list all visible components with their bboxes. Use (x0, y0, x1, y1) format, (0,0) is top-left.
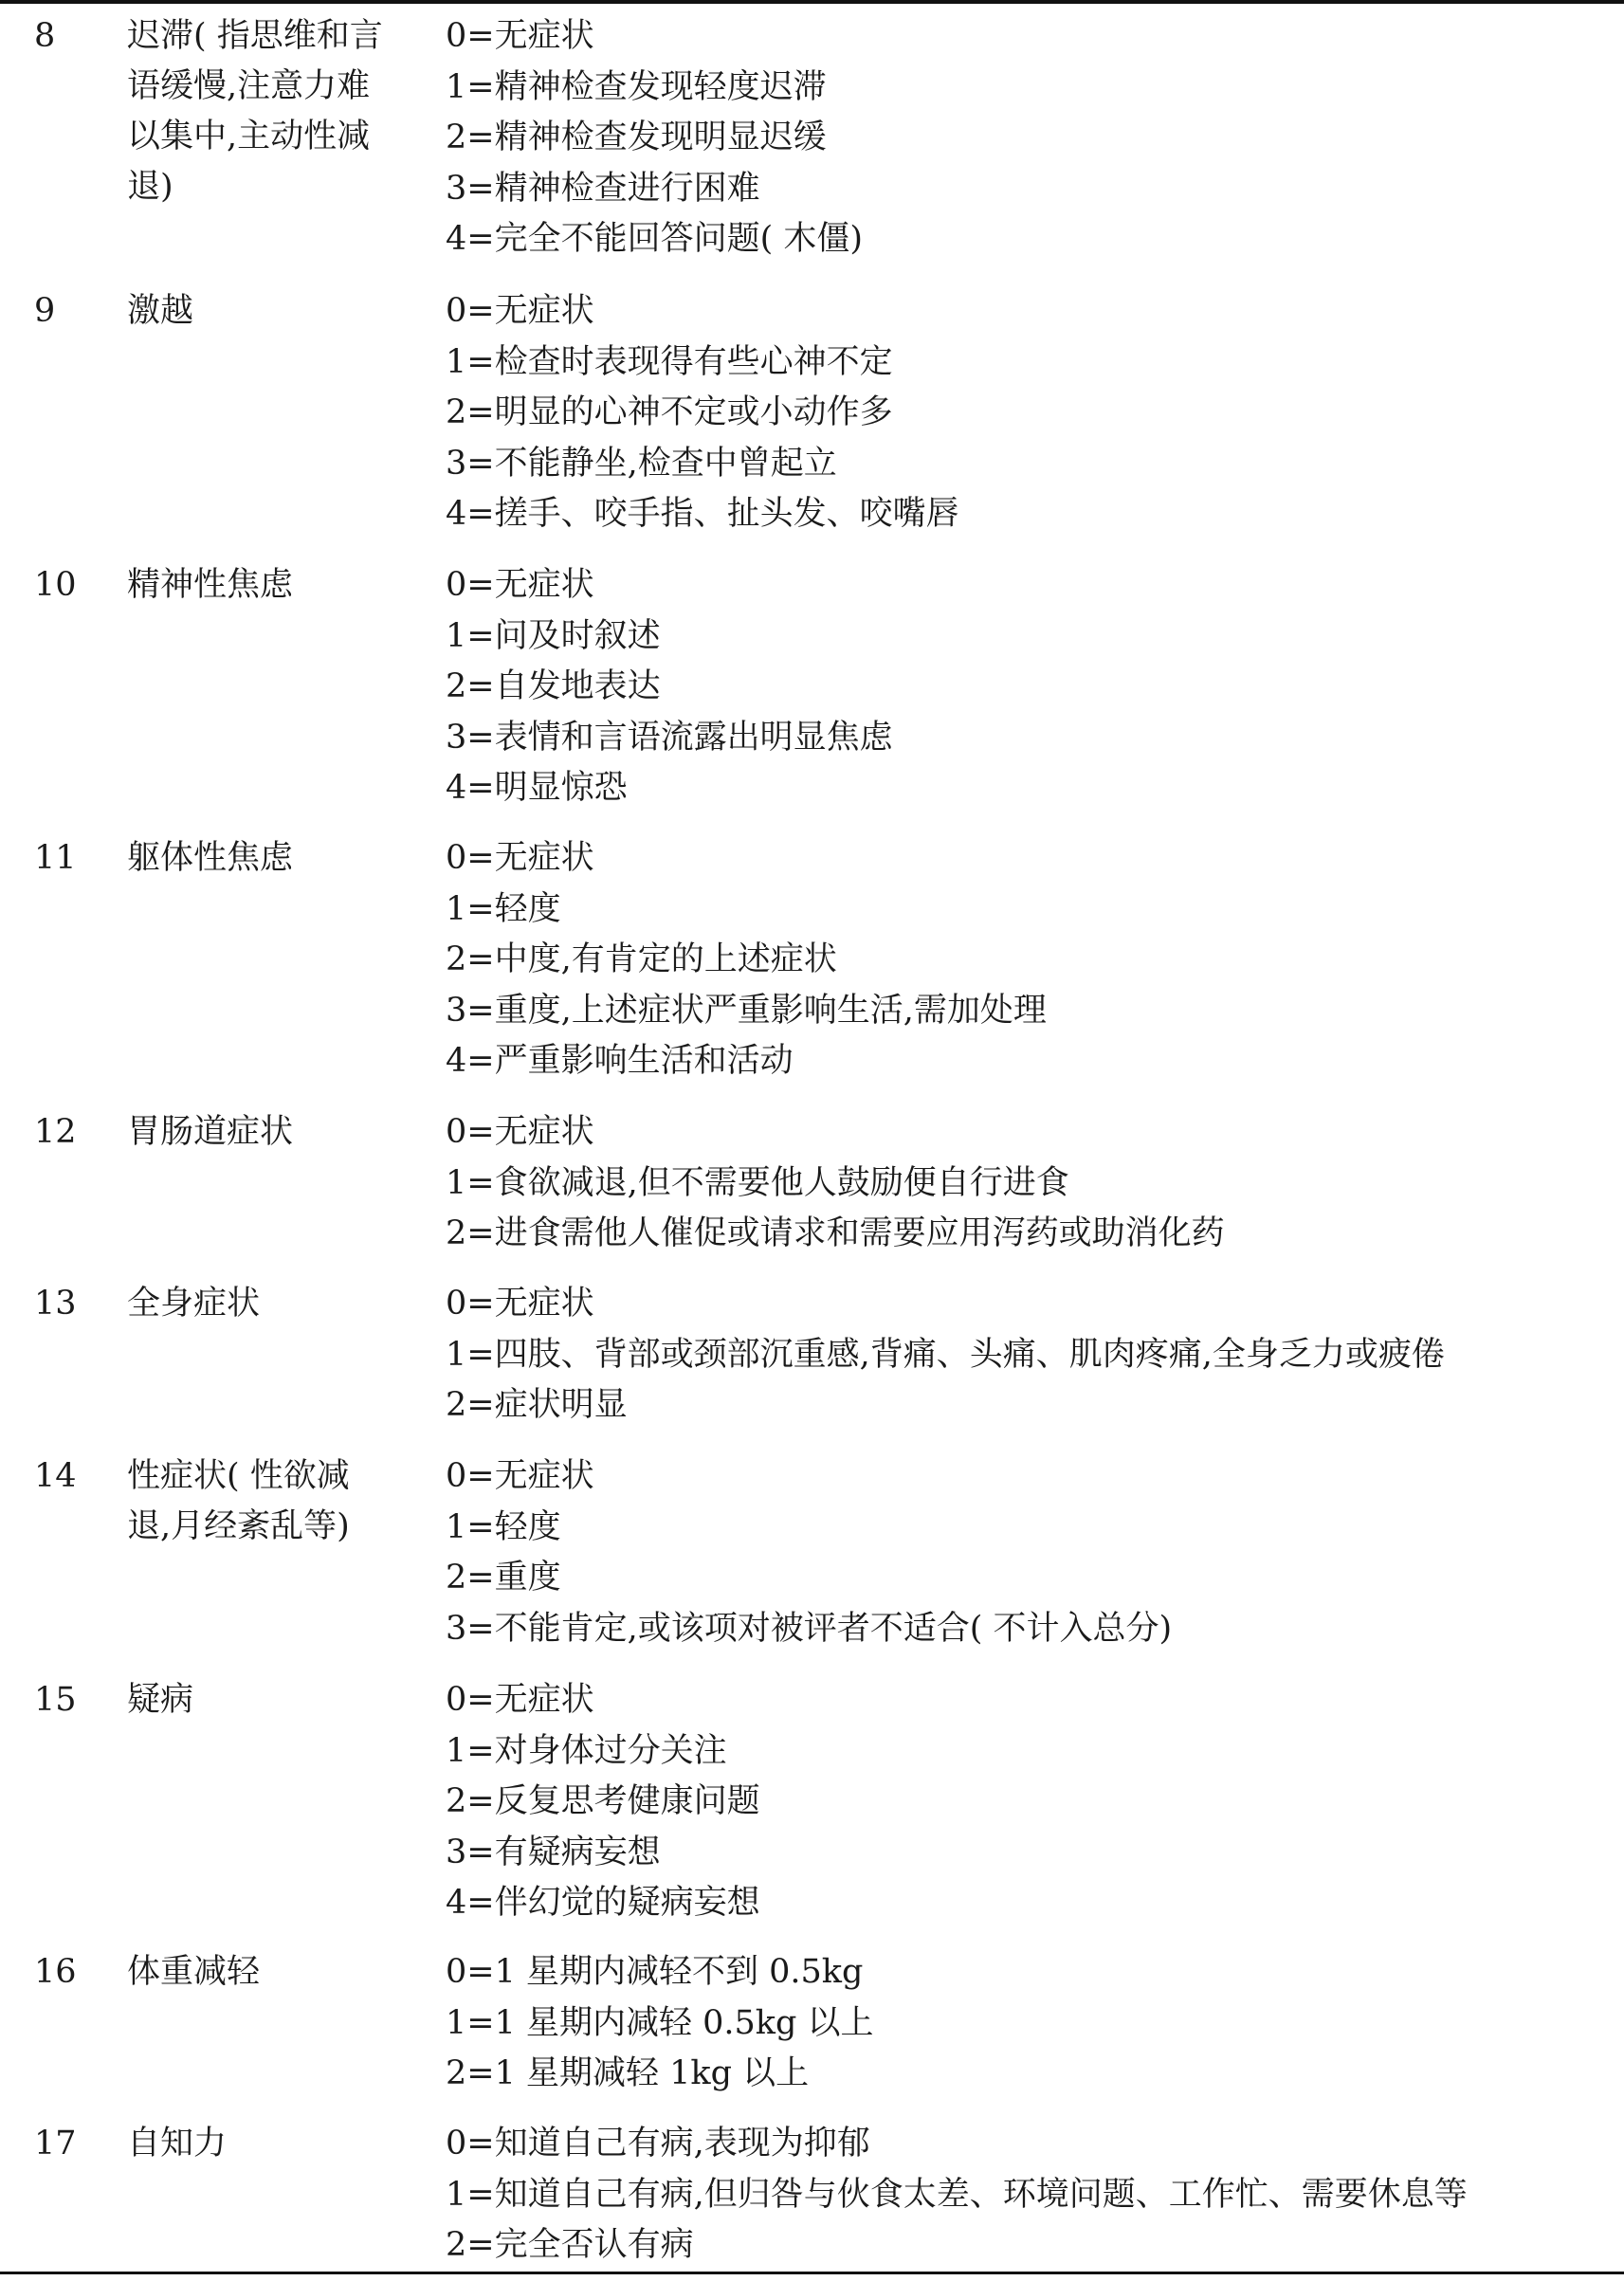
score-option: 1=1 星期内减轻 0.5kg 以上 (446, 2003, 874, 2042)
score-option: 1=四肢、背部或颈部沉重感,背痛、头痛、肌肉疼痛,全身乏力或疲倦 (446, 1335, 1445, 1374)
score-option: 2=中度,有肯定的上述症状 (446, 940, 837, 978)
score-option: 0=无症状 (446, 292, 594, 330)
score-option: 1=对身体过分关注 (446, 1731, 727, 1770)
item-name: 全身症状 (127, 1285, 261, 1323)
score-option: 3=不能肯定,或该项对被评者不适合( 不计入总分) (446, 1609, 1173, 1648)
item-number: 15 (34, 1681, 77, 1719)
score-option: 0=无症状 (446, 1285, 594, 1323)
score-option: 3=精神检查进行困难 (446, 169, 760, 208)
item-number: 8 (34, 17, 56, 55)
score-option: 4=明显惊恐 (446, 769, 628, 807)
score-option: 4=伴幻觉的疑病妄想 (446, 1884, 760, 1922)
score-option: 2=症状明显 (446, 1386, 628, 1424)
score-option: 0=无症状 (446, 1681, 594, 1719)
score-option: 0=无症状 (446, 839, 594, 877)
item-number: 11 (34, 839, 77, 877)
score-option: 4=完全不能回答问题( 木僵) (446, 220, 864, 258)
item-name: 迟滞( 指思维和言 语缓慢,注意力难 以集中,主动性减 退) (127, 17, 383, 206)
item-number: 16 (34, 1953, 77, 1991)
score-option: 4=搓手、咬手指、扯头发、咬嘴唇 (446, 495, 959, 533)
item-number: 14 (34, 1457, 77, 1495)
score-option: 2=明显的心神不定或小动作多 (446, 393, 893, 431)
item-name: 疑病 (127, 1681, 194, 1719)
item-name: 胃肠道症状 (127, 1113, 294, 1151)
score-options (446, 1675, 1612, 1929)
score-option: 2=完全否认有病 (446, 2226, 694, 2264)
score-option: 3=重度,上述症状严重影响生活,需加处理 (446, 991, 1047, 1030)
score-option: 3=有疑病妄想 (446, 1833, 661, 1871)
score-option: 0=1 星期内减轻不到 0.5kg (446, 1953, 864, 1991)
item-name: 体重减轻 (127, 1953, 261, 1991)
score-options (446, 1947, 1612, 2100)
score-option: 1=食欲减退,但不需要他人鼓励便自行进食 (446, 1163, 1069, 1202)
score-option: 2=精神检查发现明显迟缓 (446, 119, 827, 156)
score-options (446, 11, 1612, 265)
score-option: 0=无症状 (446, 1457, 594, 1495)
table-bottom-rule (0, 2272, 1624, 2274)
score-option: 1=检查时表现得有些心神不定 (446, 342, 893, 381)
score-option: 2=进食需他人催促或请求和需要应用泻药或助消化药 (446, 1214, 1225, 1252)
score-options (446, 833, 1612, 1087)
score-option: 2=自发地表达 (446, 667, 661, 705)
item-number: 17 (34, 2125, 77, 2162)
table-top-rule (0, 0, 1624, 4)
score-options (446, 1451, 1612, 1654)
item-number: 12 (34, 1113, 77, 1151)
score-option: 2=重度 (446, 1559, 561, 1597)
score-options (446, 1279, 1612, 1432)
item-name: 躯体性焦虑 (127, 839, 294, 877)
score-options (446, 1107, 1612, 1260)
item-name: 激越 (127, 292, 194, 330)
score-option: 1=知道自己有病,但归咎与伙食太差、环境问题、工作忙、需要休息等 (446, 2175, 1468, 2214)
score-option: 0=无症状 (446, 1113, 594, 1151)
score-option: 2=1 星期减轻 1kg 以上 (446, 2054, 810, 2092)
score-option: 3=表情和言语流露出明显焦虑 (446, 718, 893, 757)
score-options (446, 2119, 1612, 2272)
item-name: 精神性焦虑 (127, 566, 294, 604)
score-options (446, 286, 1612, 540)
score-option: 0=无症状 (446, 17, 594, 55)
score-option: 0=无症状 (446, 566, 594, 604)
score-option: 1=问及时叙述 (446, 616, 661, 655)
item-number: 10 (34, 566, 77, 604)
score-option: 4=严重影响生活和活动 (446, 1042, 794, 1080)
item-number: 9 (34, 292, 56, 330)
score-option: 1=轻度 (446, 1507, 561, 1546)
score-option: 2=反复思考健康问题 (446, 1782, 760, 1820)
item-name: 自知力 (127, 2125, 228, 2162)
score-options (446, 560, 1612, 814)
item-name: 性症状( 性欲减 退,月经紊乱等) (127, 1457, 350, 1545)
score-option: 3=不能静坐,检查中曾起立 (446, 444, 837, 483)
score-option: 1=轻度 (446, 889, 561, 928)
score-option: 0=知道自己有病,表现为抑郁 (446, 2125, 870, 2162)
score-option: 1=精神检查发现轻度迟滞 (446, 67, 827, 106)
item-number: 13 (34, 1285, 77, 1323)
